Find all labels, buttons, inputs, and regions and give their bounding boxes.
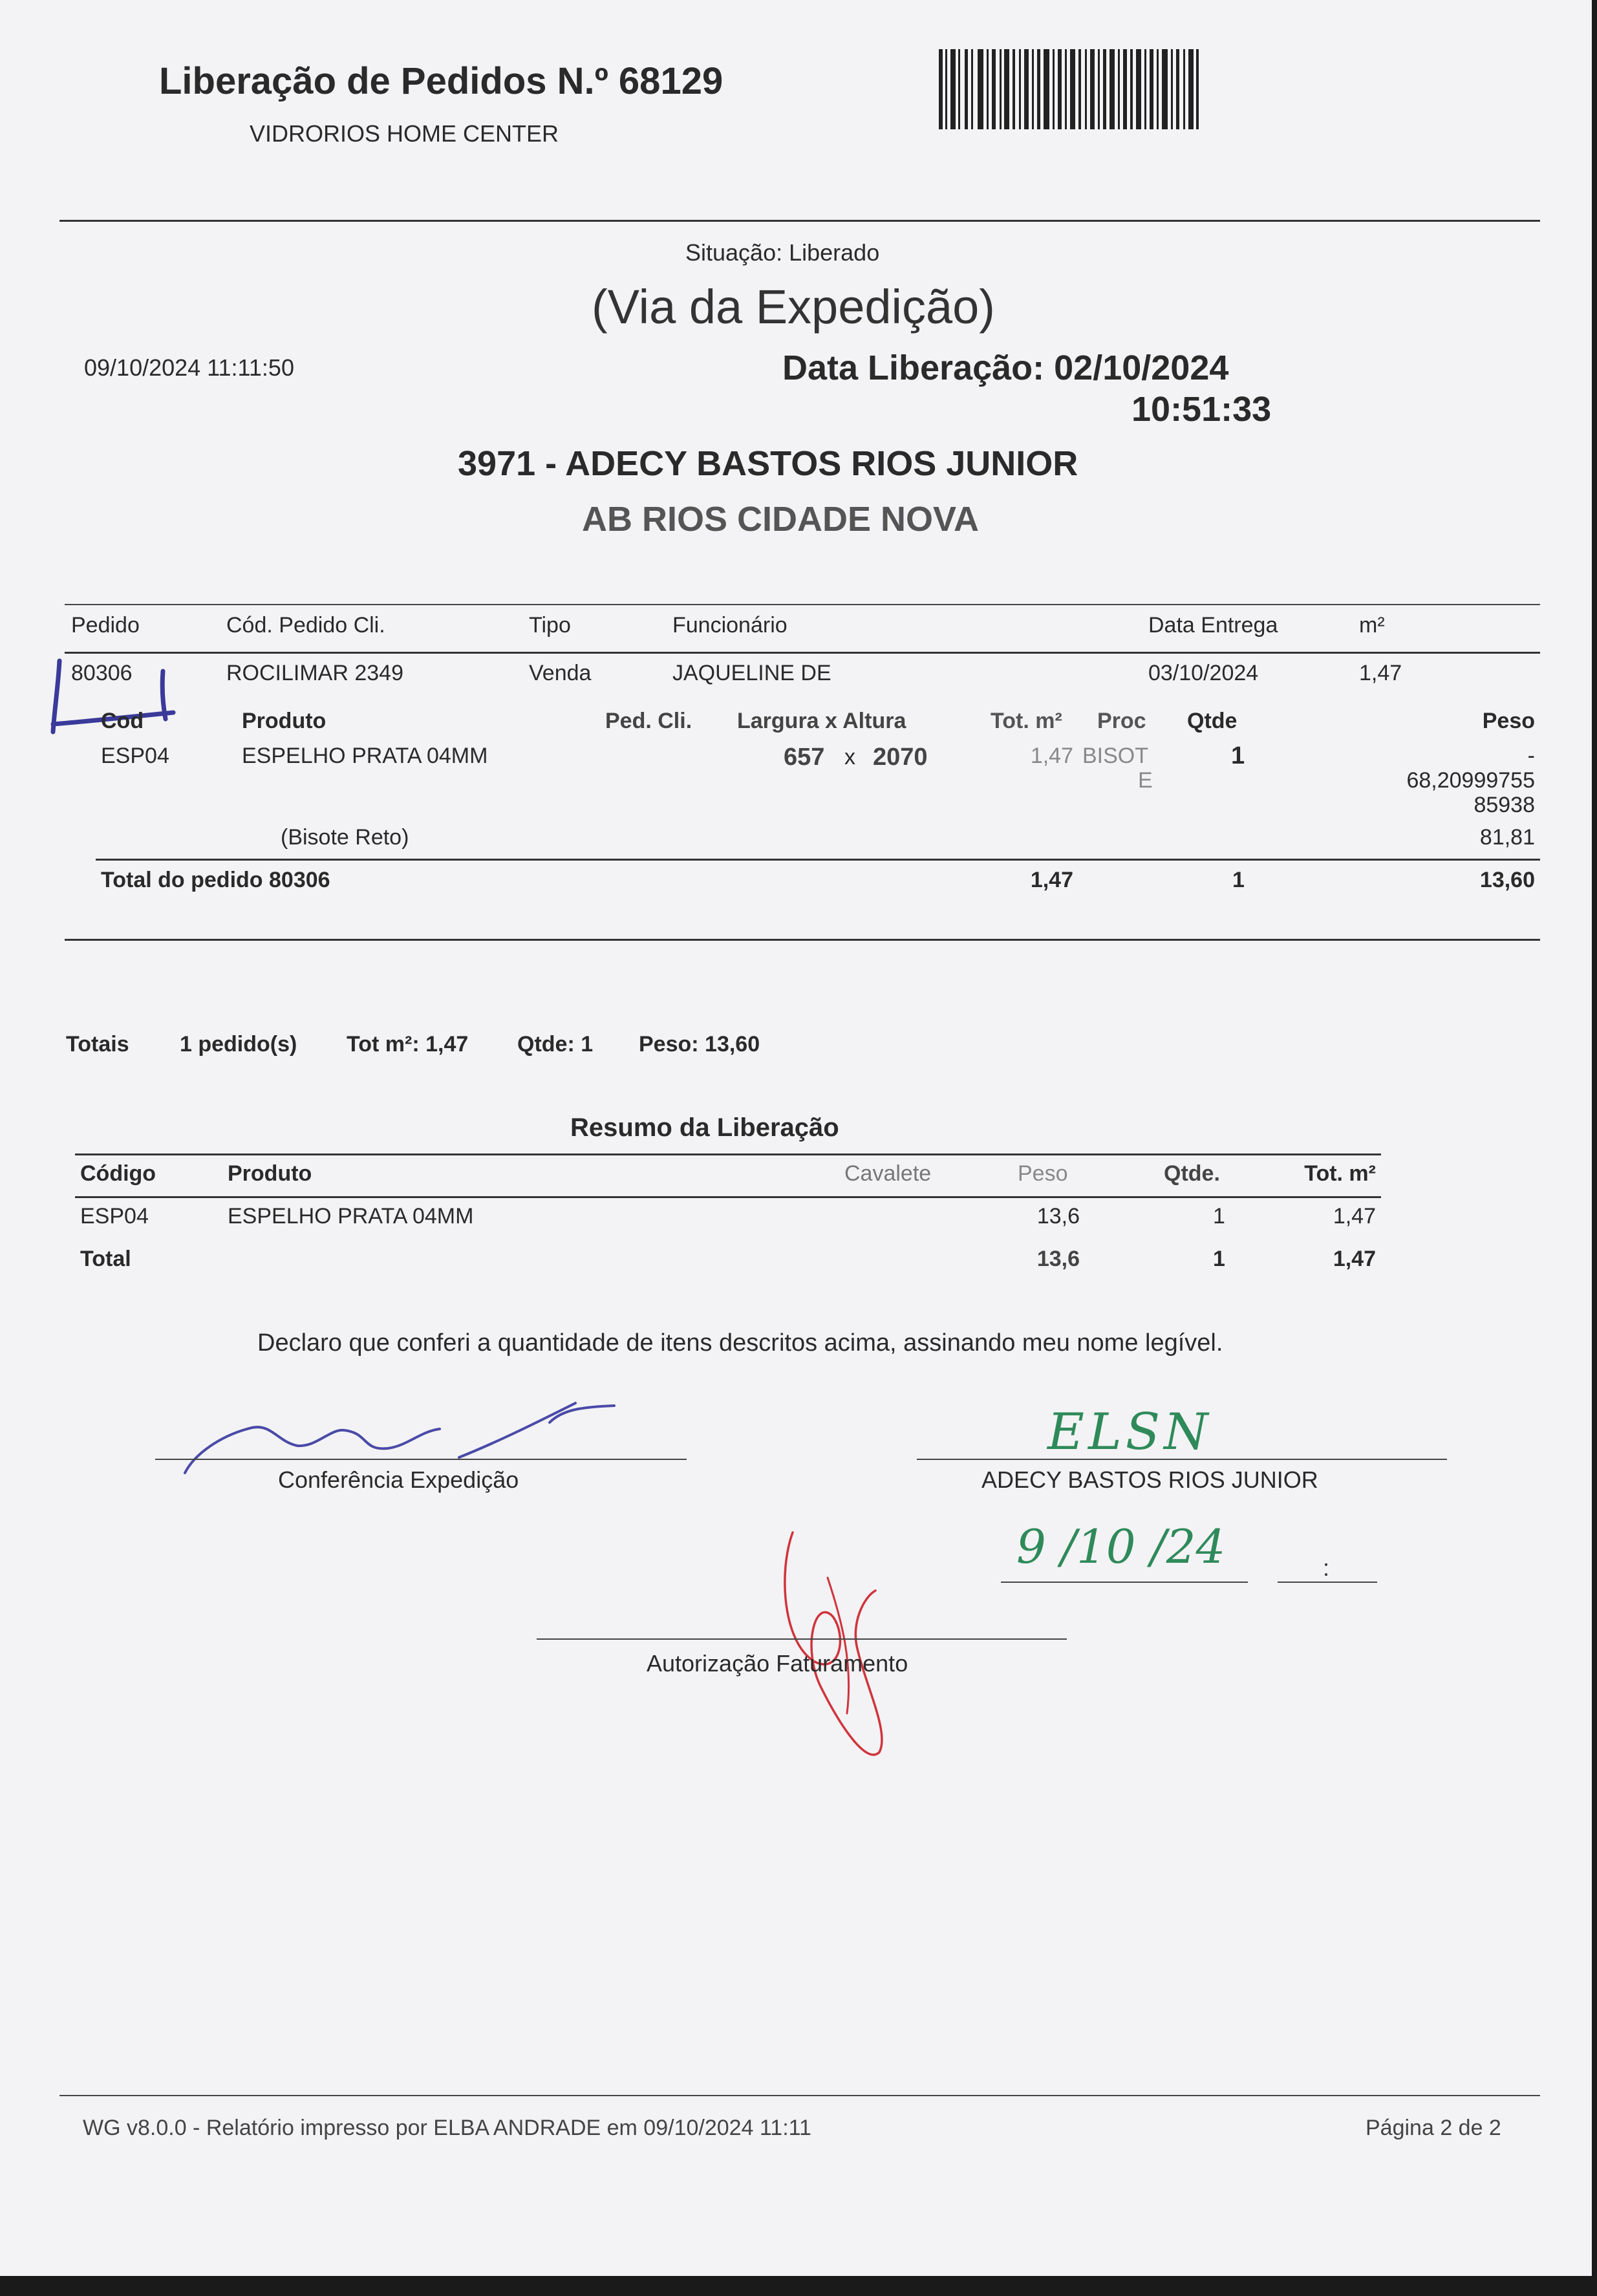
signature-autorizacao	[776, 1519, 905, 1772]
col-data-entrega: Data Entrega	[1148, 613, 1278, 638]
tipo-value: Venda	[529, 661, 592, 685]
autorizacao-label: Autorização Faturamento	[647, 1650, 908, 1677]
col-tot-m2: Tot. m²	[991, 709, 1062, 733]
item-peso-line2: 68,20999755	[1406, 768, 1535, 793]
item-largura: 657	[784, 744, 825, 771]
col-largura-altura: Largura x Altura	[737, 709, 906, 733]
resumo-col-codigo: Código	[80, 1161, 156, 1186]
item-peso-line3: 85938	[1474, 793, 1535, 817]
resumo-col-qtde: Qtde.	[1164, 1161, 1220, 1186]
data-entrega-value: 03/10/2024	[1148, 661, 1259, 685]
total-pedido-m2: 1,47	[1030, 868, 1073, 892]
footer-page-number: Página 2 de 2	[1366, 2116, 1501, 2140]
signature-line-conferencia	[155, 1459, 687, 1460]
signature-line-cliente	[917, 1459, 1447, 1460]
col-tipo: Tipo	[529, 613, 571, 638]
pedido-header-line	[65, 652, 1540, 654]
resumo-total-qtde: 1	[1213, 1247, 1225, 1271]
resumo-row-produto: ESPELHO PRATA 04MM	[228, 1204, 474, 1228]
cliente-name: 3971 - ADECY BASTOS RIOS JUNIOR	[458, 444, 1078, 483]
pedido-table-top-line	[65, 604, 1540, 605]
col-pedido: Pedido	[71, 613, 140, 638]
col-funcionario: Funcionário	[672, 613, 788, 638]
item-cod: ESP04	[101, 744, 169, 768]
situacao-label: Situação: Liberado	[685, 239, 880, 266]
resumo-total-label: Total	[80, 1247, 131, 1271]
item-proc-line1: BISOT	[1082, 744, 1149, 768]
handwritten-date: 9 /10 /24	[1016, 1519, 1226, 1574]
pedido-number: 80306	[71, 661, 133, 685]
col-proc: Proc	[1097, 709, 1146, 733]
item-produto: ESPELHO PRATA 04MM	[242, 744, 488, 768]
col-ped-cli: Ped. Cli.	[605, 709, 692, 733]
totais-peso: Peso: 13,60	[639, 1032, 760, 1057]
time-line	[1278, 1582, 1377, 1583]
totais-m2: Tot m²: 1,47	[347, 1032, 469, 1057]
item-tot-m2: 1,47	[1030, 744, 1073, 768]
m2-value: 1,47	[1359, 661, 1402, 685]
totais-label: Totais	[66, 1032, 129, 1057]
via-label: (Via da Expedição)	[592, 280, 995, 334]
col-cod: Cod	[101, 709, 144, 733]
resumo-header-line	[75, 1196, 1381, 1198]
item-qtde: 1	[1231, 742, 1245, 769]
item-x: x	[844, 745, 855, 769]
declaracao-text: Declaro que conferi a quantidade de itens descritos acima, assinando meu nome legível.	[257, 1329, 1223, 1357]
resumo-row-codigo: ESP04	[80, 1204, 149, 1228]
footer-divider	[59, 2095, 1540, 2096]
item-altura: 2070	[873, 744, 928, 771]
signature-line-autorizacao	[537, 1638, 1067, 1640]
col-peso: Peso	[1482, 709, 1535, 733]
company-name: VIDRORIOS HOME CENTER	[250, 120, 559, 147]
resumo-col-cavalete: Cavalete	[844, 1161, 932, 1186]
data-liberacao: Data Liberação: 02/10/2024	[782, 349, 1229, 387]
total-pedido-qtde: 1	[1232, 868, 1245, 892]
resumo-top-line	[75, 1153, 1381, 1155]
resumo-total-tot-m2: 1,47	[1333, 1247, 1376, 1271]
loja-name: AB RIOS CIDADE NOVA	[582, 500, 980, 539]
cod-pedido-cli-value: ROCILIMAR 2349	[226, 661, 403, 685]
conferencia-label: Conferência Expedição	[278, 1466, 519, 1493]
item-peso-line1: -	[1527, 744, 1535, 768]
col-qtde: Qtde	[1187, 709, 1238, 733]
resumo-row-tot-m2: 1,47	[1333, 1204, 1376, 1228]
hora-liberacao: 10:51:33	[1131, 390, 1272, 429]
resumo-title: Resumo da Liberação	[570, 1113, 839, 1142]
resumo-col-tot-m2: Tot. m²	[1304, 1161, 1376, 1186]
totais-pedidos: 1 pedido(s)	[180, 1032, 297, 1057]
resumo-row-peso: 13,6	[1036, 1204, 1080, 1228]
resumo-col-produto: Produto	[228, 1161, 312, 1186]
pedido-section-end-line	[65, 939, 1540, 941]
col-produto: Produto	[242, 709, 327, 733]
totais-qtde: Qtde: 1	[517, 1032, 594, 1057]
handwritten-name: ELSN	[1047, 1403, 1212, 1461]
printed-datetime: 09/10/2024 11:11:50	[84, 354, 294, 381]
total-pedido-label: Total do pedido 80306	[101, 868, 330, 892]
col-m2: m²	[1359, 613, 1385, 638]
header-divider	[59, 220, 1540, 222]
item-obs: (Bisote Reto)	[281, 825, 409, 850]
time-separator: :	[1323, 1554, 1330, 1581]
total-pedido-peso: 13,60	[1479, 868, 1535, 892]
date-line	[1001, 1582, 1248, 1583]
footer-left: WG v8.0.0 - Relatório impresso por ELBA ANDRADE em 09/10/2024 11:11	[83, 2116, 811, 2140]
funcionario-value: JAQUELINE DE	[672, 661, 831, 685]
cliente-signature-label: ADECY BASTOS RIOS JUNIOR	[981, 1466, 1318, 1493]
document-title: Liberação de Pedidos N.º 68129	[159, 60, 723, 102]
resumo-row-qtde: 1	[1213, 1204, 1225, 1228]
barcode-icon	[939, 49, 1199, 129]
resumo-total-peso: 13,6	[1036, 1247, 1080, 1271]
col-cod-pedido-cli: Cód. Pedido Cli.	[226, 613, 385, 638]
resumo-col-peso: Peso	[1018, 1161, 1068, 1186]
item-peso-line4: 81,81	[1479, 825, 1535, 850]
item-proc-line2: E	[1138, 768, 1153, 793]
item-total-line	[96, 859, 1540, 861]
